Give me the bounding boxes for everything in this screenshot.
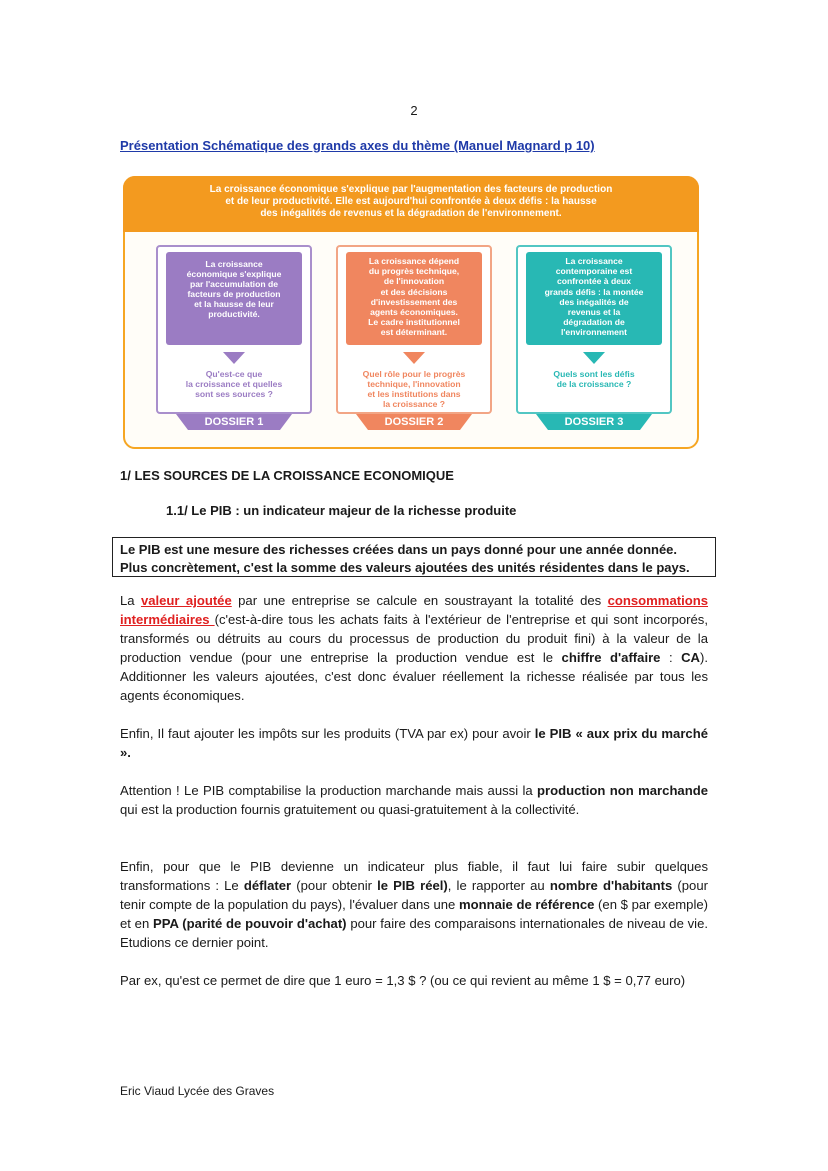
section-heading: 1/ LES SOURCES DE LA CROISSANCE ECONOMIQUE <box>120 468 454 483</box>
term-valeur-ajoutee: valeur ajoutée <box>140 593 232 608</box>
dossier-3-summary: La croissance contemporaine est confrontée à deux grands défis : la montée des inégalités de revenus et la dégradation de l'environnement <box>526 252 662 345</box>
paragraph-prix-marche: Enfin, Il faut ajouter les impôts sur les produits (TVA par ex) pour avoir le PIB « aux prix du marché ». <box>120 726 708 760</box>
chevron-down-icon <box>583 352 605 364</box>
chevron-down-icon <box>403 352 425 364</box>
dossier-2-label: DOSSIER 2 <box>384 416 444 428</box>
footer: Eric Viaud Lycée des Graves <box>120 1084 275 1098</box>
definition-box: Le PIB est une mesure des richesses créées dans un pays donné pour une année donnée. Plus concrètement, c'est la somme des valeurs ajoutées des unités résidentes dans le pays. <box>112 537 716 577</box>
dossier-1-summary: La croissance économique s'explique par l'accumulation de facteurs de production et la hausse de leur productivité. <box>166 252 302 345</box>
dossier-1-question: Qu'est-ce que la croissance et quelles sont ses sources ? <box>185 369 283 399</box>
chevron-down-icon <box>223 352 245 364</box>
document-title[interactable]: Présentation Schématique des grands axes du thème (Manuel Magnard p 10) <box>120 138 595 153</box>
dossier-2-question: Quel rôle pour le progrès technique, l'innovation et les institutions dans la croissance ? <box>362 369 466 409</box>
paragraph-non-marchande: Attention ! Le PIB comptabilise la production marchande mais aussi la production non marchande qui est la production fournis gratuitement ou quasi-gratuitement à la collectivité. <box>120 783 708 817</box>
dossier-3-question: Quels sont les défis de la croissance ? <box>553 369 635 389</box>
diagram-banner-text: La croissance économique s'explique par l'augmentation des facteurs de production et de leur productivité. Elle est aujourd'hui confrontée à deux défis : la hausse des inégalités de revenus et la dégradation de l'environnement. <box>209 184 613 219</box>
paragraph-example: Par ex, qu'est ce permet de dire que 1 euro = 1,3 $ ? (ou ce qui revient au même 1 $ = 0,77 euro) <box>120 973 686 988</box>
dossier-3-label: DOSSIER 3 <box>564 416 624 428</box>
paragraph-valeur-ajoutee: La valeur ajoutée par une entreprise se calcule en soustrayant la totalité des consommations intermédiaires (c'est-à-dire tous les achats faits à l'extérieur de l'entreprise et qui sont incorporés, transformés ou détruits au cours du processus de production du produit fini) à la valeur de la production vendue (pour une entreprise la production vendue est le chiffre d'affaire : CA). Additionner les valeurs ajoutées, c'est donc évaluer réellement la richesse réalisée par tous les agents économiques. <box>120 593 709 703</box>
dossier-1-label: DOSSIER 1 <box>204 416 264 428</box>
term-consommations-intermediaires: consommations intermédiaires <box>120 593 709 627</box>
paragraph-transformations: Enfin, pour que le PIB devienne un indicateur plus fiable, il faut lui faire subir quelques transformations : Le déflater (pour obtenir le PIB réel), le rapporter au nombre d'habitants (pour tenir compte de la population du pays), l'évaluer dans une monnaie de référence (en $ par exemple) et en PPA (parité de pouvoir d'achat) pour faire des comparaisons internationales de niveau de vie. Etudions ce dernier point. <box>120 859 709 950</box>
subsection-heading: 1.1/ Le PIB : un indicateur majeur de la richesse produite <box>166 503 517 518</box>
dossier-2-summary: La croissance dépend du progrès technique, de l'innovation et des décisions d'investissement des agents économiques. Le cadre institutionnel est déterminant. <box>346 252 482 345</box>
page-number: 2 <box>410 103 418 118</box>
